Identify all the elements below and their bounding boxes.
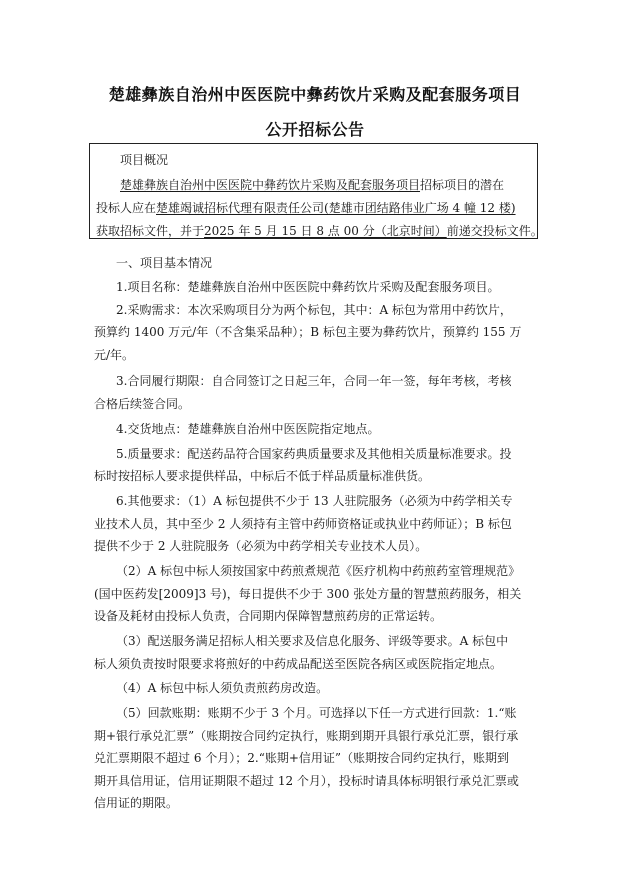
paragraph-line: 6.其他要求：（1）A 标包提供不少于 13 人驻院服务（必须为中药学相关专	[116, 494, 513, 508]
paragraph-line: 4.交货地点：楚雄彝族自治州中医医院指定地点。	[116, 422, 380, 436]
overview-agency: 楚雄竭诚招标代理有限责任公司(楚雄市团结路伟业广场 4 幢 12 楼)	[156, 201, 516, 215]
paragraph-line: 信用证的期限。	[94, 796, 179, 810]
paragraph-line: 3.合同履行期限：自合同签订之日起三年，合同一年一签，每年考核，考核	[116, 374, 512, 388]
overview-line-3	[96, 223, 543, 239]
paragraph-line: 设备及耗材由投标人负责，合同期内保障智慧煎药房的正常运转。	[94, 609, 443, 623]
paragraph-line: 合格后续签合同。	[94, 397, 191, 411]
paragraph-line: 提供不少于 2 人驻院服务（必须为中药学相关专业技术人员）。	[94, 539, 428, 553]
paragraph-line: 业技术人员，其中至少 2 人须持有主管中药师资格证或执业中药师证）；B 标包	[94, 517, 512, 531]
overview-text-2: 投标人应在	[96, 201, 157, 215]
title-line-1: 楚雄彝族自治州中医医院中彝药饮片采购及配套服务项目	[108, 85, 522, 104]
title-line-2: 公开招标公告	[265, 120, 365, 139]
section-heading: 一、项目基本情况	[116, 256, 213, 270]
overview-heading: 项目概况	[120, 153, 169, 167]
overview-line-2	[96, 200, 516, 216]
overview-line-1	[120, 177, 504, 193]
paragraph-line: 预算约 1400 万元/年（不含集采品种）；B 标包主要为彝药饮片，预算约 155 万	[94, 325, 522, 339]
paragraph-line: 期开具信用证，信用证期限不超过 12 个月），投标时请具体标明银行承兑汇票或	[94, 774, 519, 788]
paragraph-line: 标人须负责按时限要求将煎好的中药成品配送至医院各病区或医院指定地点。	[94, 657, 503, 671]
paragraph-line: （4）A 标包中标人须负责煎药房改造。	[116, 681, 329, 695]
paragraph-line: 1.项目名称：楚雄彝族自治州中医医院中彝药饮片采购及配套服务项目。	[116, 280, 500, 294]
paragraph-line: （5）回款账期：账期不少于 3 个月。可选择以下任一方式进行回款：1.“账	[116, 706, 517, 720]
overview-text-4: 前递交投标文件。	[446, 224, 543, 238]
paragraph-line: 兑汇票期限不超过 6 个月）；2.“账期+信用证”（账期按合同约定执行，账期到	[94, 751, 510, 765]
overview-text-1: 招标项目的潜在	[420, 178, 505, 192]
paragraph-line: 2.采购需求：本次采购项目分为两个标包，其中：A 标包为常用中药饮片，	[116, 303, 512, 317]
overview-project-name: 楚雄彝族自治州中医医院中彝药饮片采购及配套服务项目	[120, 178, 421, 192]
paragraph-line: （2）A 标包中标人须按国家中药煎煮规范《医疗机构中药煎药室管理规范》	[116, 564, 521, 578]
overview-text-3: 获取招标文件，并于	[96, 224, 205, 238]
paragraph-line: 期+银行承兑汇票”（账期按合同约定执行，账期到期开具银行承兑汇票，银行承	[94, 729, 519, 743]
paragraph-line: （3）配送服务满足招标人相关要求及信息化服务、评级等要求。A 标包中	[116, 634, 509, 648]
paragraph-line: 5.质量要求：配送药品符合国家药典质量要求及其他相关质量标准要求。投	[116, 447, 512, 461]
paragraph-line: 元/年。	[94, 348, 135, 362]
paragraph-line: (国中医药发[2009]3 号)，每日提供不少于 300 张处方量的智慧煎药服务，相关	[94, 587, 522, 601]
paragraph-line: 标时按招标人要求提供样品，中标后不低于样品质量标准供货。	[94, 469, 431, 483]
overview-deadline: 2025 年 5 月 15 日 8 点 00 分（北京时间）	[204, 224, 447, 238]
